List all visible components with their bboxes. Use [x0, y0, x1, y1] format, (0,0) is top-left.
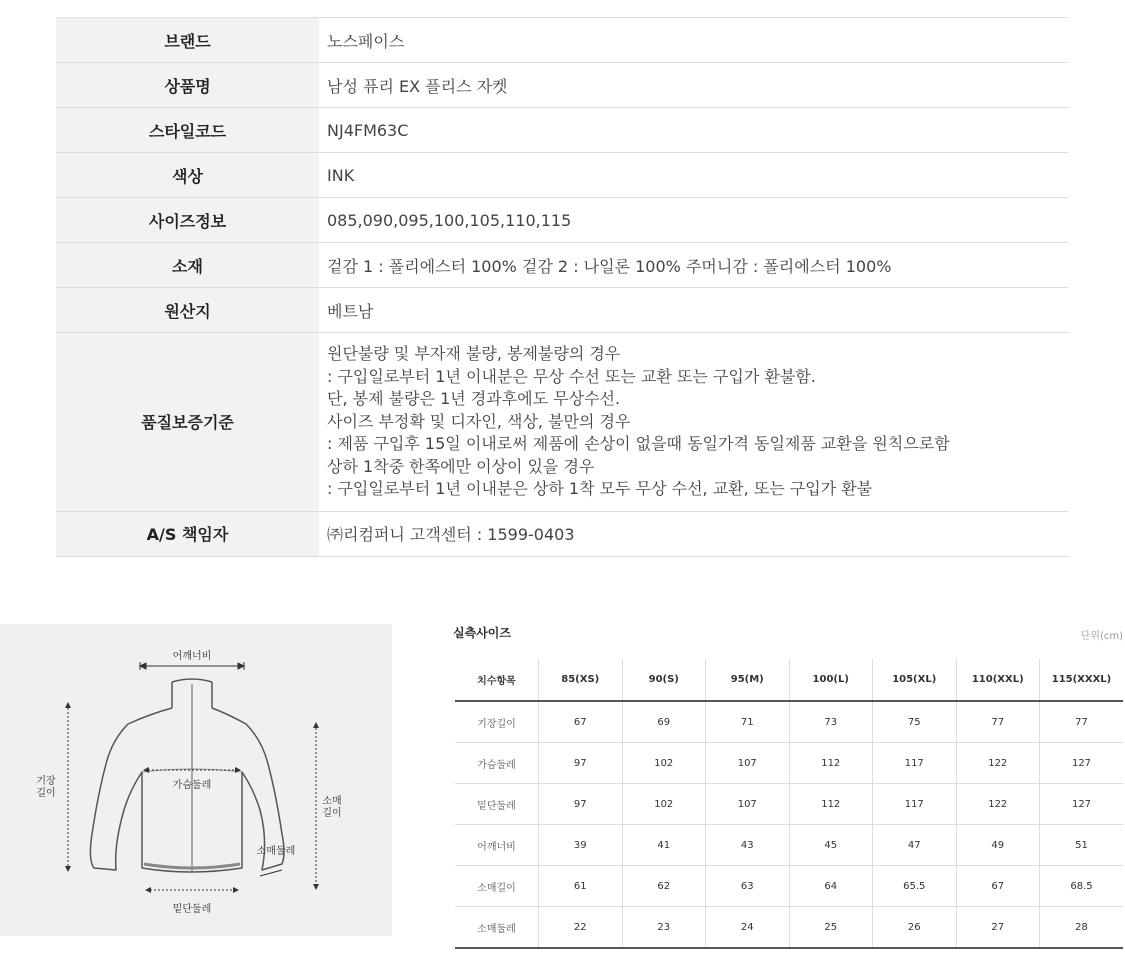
size-row-label: 가슴둘레 — [455, 743, 539, 784]
size-cell: 122 — [956, 784, 1040, 825]
warranty-line: 상하 1착중 한쪽에만 이상이 있을 경우 — [327, 456, 595, 476]
warranty-text — [319, 333, 1068, 511]
size-cell: 75 — [873, 701, 957, 743]
info-label: 색상 — [56, 153, 319, 197]
size-cell: 47 — [873, 825, 957, 866]
info-label: A/S 책임자 — [56, 512, 319, 556]
size-chart-unit: 단위(cm) — [1080, 631, 1123, 642]
size-cell: 28 — [1040, 907, 1124, 949]
size-cell: 41 — [622, 825, 706, 866]
size-row — [455, 866, 1123, 907]
size-cell: 112 — [789, 743, 873, 784]
size-cell: 24 — [706, 907, 790, 949]
shoulder-width-label: 어깨너비 — [172, 651, 212, 662]
info-label: 품질보증기준 — [56, 333, 319, 511]
info-row-origin — [56, 288, 1068, 333]
size-header-cell: 90(S) — [622, 659, 706, 701]
info-value: 085,090,095,100,105,110,115 — [327, 210, 572, 230]
size-cell: 107 — [706, 784, 790, 825]
info-label: 소재 — [56, 243, 319, 287]
info-row-warranty — [56, 333, 1068, 512]
size-cell: 51 — [1040, 825, 1124, 866]
hem-label: 밑단둘레 — [172, 904, 212, 915]
size-cell: 61 — [539, 866, 623, 907]
size-cell: 97 — [539, 784, 623, 825]
size-cell: 25 — [789, 907, 873, 949]
size-cell: 23 — [622, 907, 706, 949]
info-row-brand — [56, 18, 1068, 63]
size-cell: 67 — [956, 866, 1040, 907]
size-cell: 112 — [789, 784, 873, 825]
size-row-label: 소매길이 — [455, 866, 539, 907]
info-value: INK — [327, 165, 355, 185]
size-cell: 69 — [622, 701, 706, 743]
size-cell: 77 — [956, 701, 1040, 743]
size-cell: 102 — [622, 784, 706, 825]
size-cell: 127 — [1040, 784, 1124, 825]
info-row-size-info — [56, 198, 1068, 243]
size-row — [455, 701, 1123, 743]
info-value: 노스페이스 — [327, 31, 405, 51]
size-row-label: 밑단둘레 — [455, 784, 539, 825]
size-cell: 97 — [539, 743, 623, 784]
warranty-line: 원단불량 및 부자재 불량, 봉제불량의 경우 — [327, 344, 621, 363]
size-cell: 102 — [622, 743, 706, 784]
size-header-cell: 치수항목 — [455, 659, 539, 701]
warranty-line: 사이즈 부정확 및 디자인, 색상, 불만의 경우 — [327, 411, 631, 431]
info-label: 스타일코드 — [56, 108, 319, 152]
info-label: 브랜드 — [56, 18, 319, 62]
size-row — [455, 743, 1123, 784]
info-row-as — [56, 512, 1068, 557]
size-cell: 26 — [873, 907, 957, 949]
size-cell: 127 — [1040, 743, 1124, 784]
size-row — [455, 907, 1123, 949]
info-row-style-code — [56, 108, 1068, 153]
length-label: 기장 — [36, 776, 56, 787]
size-cell: 117 — [873, 784, 957, 825]
size-row-label: 기장길이 — [455, 701, 539, 743]
info-value: ㈜리컴퍼니 고객센터 : 1599-0403 — [327, 525, 575, 544]
info-row-product-name — [56, 63, 1068, 108]
size-cell: 39 — [539, 825, 623, 866]
info-value: 베트남 — [327, 301, 374, 321]
size-cell: 49 — [956, 825, 1040, 866]
size-cell: 63 — [706, 866, 790, 907]
sleeve-length-label: 소매 — [322, 796, 342, 807]
size-chart-table — [455, 659, 1123, 949]
size-cell: 45 — [789, 825, 873, 866]
size-cell: 67 — [539, 701, 623, 743]
size-header-cell: 105(XL) — [873, 659, 957, 701]
warranty-line: : 구입일로부터 1년 이내분은 상하 1착 모두 무상 수선, 교환, 또는 구입가 환불 — [327, 479, 873, 498]
size-cell: 68.5 — [1040, 866, 1124, 907]
warranty-line: : 제품 구입후 15일 이내로써 제품에 손상이 없을때 동일가격 동일제품 교환을 원칙으로함 — [327, 434, 950, 453]
size-cell: 107 — [706, 743, 790, 784]
size-header-cell: 115(XXXL) — [1040, 659, 1124, 701]
size-header-cell: 85(XS) — [539, 659, 623, 701]
length-label: 길이 — [36, 788, 56, 799]
product-info-table — [56, 17, 1068, 557]
size-header-row — [455, 659, 1123, 701]
sleeve-length-label: 길이 — [322, 808, 342, 819]
size-cell: 62 — [622, 866, 706, 907]
size-cell: 73 — [789, 701, 873, 743]
info-row-color — [56, 153, 1068, 198]
info-label: 상품명 — [56, 63, 319, 107]
chest-label: 가슴둘레 — [172, 780, 212, 791]
size-cell: 22 — [539, 907, 623, 949]
cuff-arrow — [260, 870, 282, 876]
size-cell: 71 — [706, 701, 790, 743]
info-label: 사이즈정보 — [56, 198, 319, 242]
info-value: 남성 퓨리 EX 플리스 자켓 — [327, 76, 508, 96]
jacket-illustration — [0, 624, 392, 936]
size-cell: 43 — [706, 825, 790, 866]
size-header-cell: 95(M) — [706, 659, 790, 701]
size-row-label: 어깨너비 — [455, 825, 539, 866]
info-value: NJ4FM63C — [327, 120, 409, 140]
shoulder-width-arrow — [140, 662, 244, 670]
size-cell: 27 — [956, 907, 1040, 949]
size-header-cell: 110(XXL) — [956, 659, 1040, 701]
info-row-material — [56, 243, 1068, 288]
size-row-label: 소매둘레 — [455, 907, 539, 949]
size-header-cell: 100(L) — [789, 659, 873, 701]
size-cell: 65.5 — [873, 866, 957, 907]
size-row — [455, 784, 1123, 825]
info-label: 원산지 — [56, 288, 319, 332]
warranty-line: : 구입일로부터 1년 이내분은 무상 수선 또는 교환 또는 구입가 환불함. — [327, 366, 816, 386]
size-cell: 117 — [873, 743, 957, 784]
warranty-line: 단, 봉제 불량은 1년 경과후에도 무상수선. — [327, 389, 621, 408]
size-cell: 122 — [956, 743, 1040, 784]
size-chart-title: 실측사이즈 — [453, 626, 511, 640]
size-cell: 77 — [1040, 701, 1124, 743]
size-row — [455, 825, 1123, 866]
info-value: 겉감 1 : 폴리에스터 100% 겉감 2 : 나일론 100% 주머니감 : 폴리에스터 100% — [327, 256, 892, 276]
jacket-measurement-diagram — [0, 624, 392, 936]
cuff-label: 소매둘레 — [256, 846, 296, 857]
jacket-outline — [90, 679, 284, 872]
size-cell: 64 — [789, 866, 873, 907]
